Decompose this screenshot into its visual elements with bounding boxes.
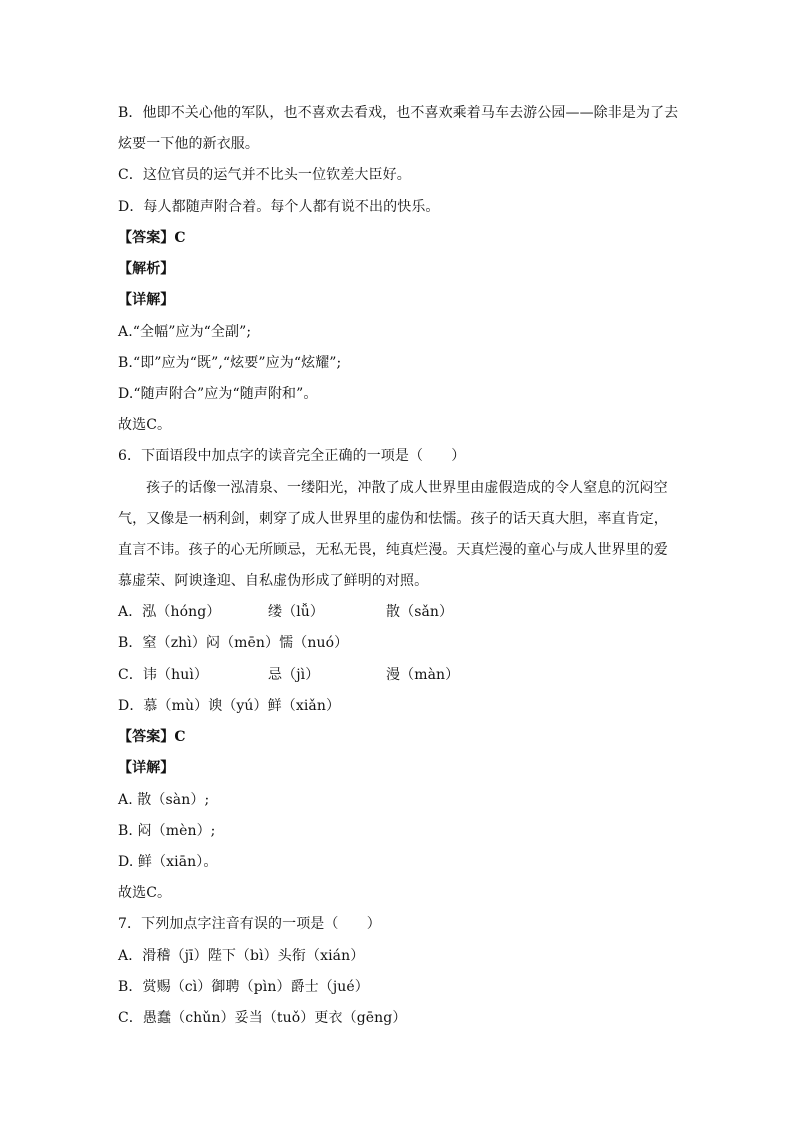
option-cell: 谀（yú） xyxy=(208,698,268,714)
option-cell: A．泓（hóng） xyxy=(118,604,221,620)
q5-detail-b: B.“即”应为“既”,“炫要”应为“炫耀”; xyxy=(118,355,342,371)
option-cell: 忌（jì） xyxy=(268,667,320,683)
q6-answer: 【答案】C xyxy=(118,729,186,745)
option-cell: 御聘（pìn） xyxy=(211,979,291,995)
option-cell: B．赏赐（cì） xyxy=(118,979,212,995)
q5-detail-a: A.“全幅”应为“全副”; xyxy=(118,324,252,340)
q5-option-c: C．这位官员的运气并不比头一位钦差大臣好。 xyxy=(118,167,411,183)
option-cell: 闷（mēn） xyxy=(205,635,280,651)
option-cell: 缕（lǚ） xyxy=(268,604,324,620)
option-cell: 鲜（xiǎn） xyxy=(267,698,341,714)
q6-passage-line: 慕虚荣、阿谀逢迎、自私虚伪形成了鲜明的对照。 xyxy=(118,573,429,589)
option-cell: 更衣（gēng） xyxy=(314,1010,407,1026)
q5-conclusion: 故选C。 xyxy=(118,417,172,433)
q6-detail-a: A. 散（sàn）; xyxy=(118,792,210,808)
q6-option-a xyxy=(118,600,546,624)
option-cell: 头衔（xián） xyxy=(277,948,365,964)
option-cell: 散（sǎn） xyxy=(386,604,454,620)
q5-answer: 【答案】C xyxy=(118,230,186,246)
q6-question: 6．下面语段中加点字的读音完全正确的一项是（ ） xyxy=(118,448,466,464)
q7-option-c xyxy=(118,1006,406,1030)
q5-option-b-line2: 炫要一下他的新衣服。 xyxy=(118,136,259,152)
q6-detail-d: D. 鲜（xiān）。 xyxy=(118,854,218,870)
option-cell: 妥当（tuǒ） xyxy=(234,1010,315,1026)
q7-option-a xyxy=(118,944,364,968)
q5-option-b-line1: B．他即不关心他的军队，也不喜欢去看戏，也不喜欢乘着马车去游公园——除非是为了去 xyxy=(118,105,679,121)
q5-detail-d: D.“随声附合”应为“随声附和”。 xyxy=(118,386,318,402)
q6-conclusion: 故选C。 xyxy=(118,885,172,901)
q6-detail-label: 【详解】 xyxy=(118,760,175,776)
q6-detail-b: B. 闷（mèn）; xyxy=(118,823,216,839)
option-cell: D．慕（mù） xyxy=(118,698,209,714)
q5-analysis-label: 【解析】 xyxy=(118,261,175,277)
option-cell: 陛下（bì） xyxy=(207,948,278,964)
option-cell: A．滑稽（jī） xyxy=(118,948,208,964)
q5-detail-label: 【详解】 xyxy=(118,292,175,308)
q6-passage-line: 气，又像是一柄利剑，刺穿了成人世界里的虚伪和怯懦。孩子的话天真大胆，率直肯定， xyxy=(118,511,668,527)
q6-option-d xyxy=(118,694,340,718)
option-cell: C．讳（huì） xyxy=(118,667,209,683)
option-cell: 漫（màn） xyxy=(386,667,460,683)
q6-option-c xyxy=(118,663,546,687)
q6-passage-line: 孩子的话像一泓清泉、一缕阳光，冲散了成人世界里由虚假造成的令人窒息的沉闷空 xyxy=(146,480,668,496)
option-cell: 爵士（jué） xyxy=(290,979,369,995)
q7-option-b xyxy=(118,975,369,999)
option-cell: B．窒（zhì） xyxy=(118,635,206,651)
q6-option-b xyxy=(118,631,348,655)
q6-passage-line: 直言不讳。孩子的心无所顾忌，无私无畏，纯真烂漫。天真烂漫的童心与成人世界里的爱 xyxy=(118,542,668,558)
q7-question: 7．下列加点字注音有误的一项是（ ） xyxy=(118,916,381,932)
option-cell: C．愚蠢（chǔn） xyxy=(118,1010,235,1026)
option-cell: 懦（nuó） xyxy=(279,635,349,651)
q5-option-d: D．每人都随声附合着。每个人都有说不出的快乐。 xyxy=(118,199,440,215)
